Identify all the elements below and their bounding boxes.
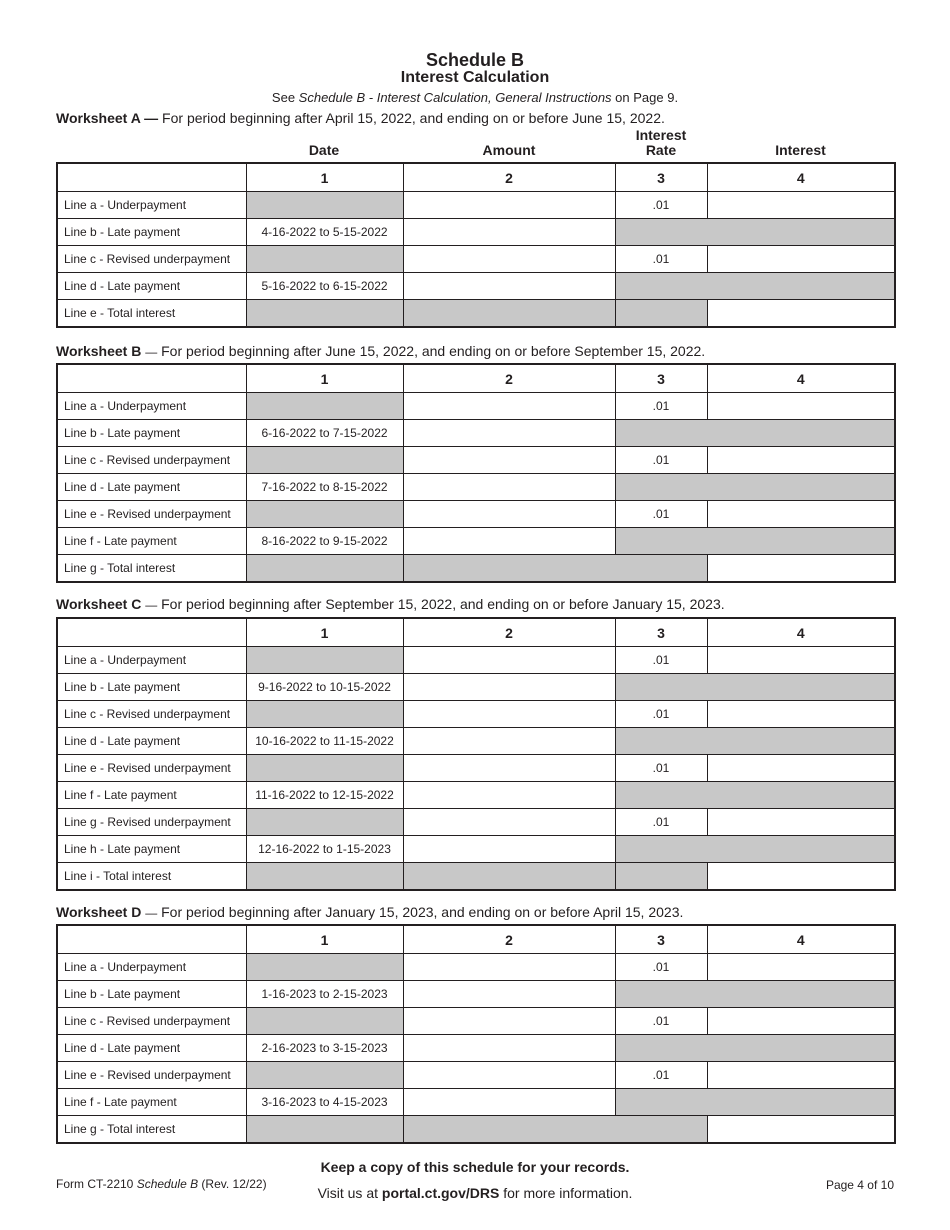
- table-row: [57, 501, 895, 528]
- column-number: 4: [707, 364, 895, 393]
- amount-field[interactable]: [403, 809, 615, 836]
- table-row: [57, 300, 895, 328]
- total-interest-field[interactable]: [707, 863, 895, 891]
- amount-cell-shaded: [403, 863, 615, 891]
- interest-rate: .01: [615, 447, 707, 474]
- line-label: Line a - Underpayment: [57, 647, 246, 674]
- date-cell-shaded: [246, 809, 403, 836]
- table-row: [57, 1062, 895, 1089]
- line-label: Line c - Revised underpayment: [57, 1008, 246, 1035]
- amount-field[interactable]: [403, 192, 615, 219]
- line-label: Line b - Late payment: [57, 981, 246, 1008]
- portal-link[interactable]: portal.ct.gov/DRS: [381, 1185, 500, 1201]
- date-cell-shaded: [246, 447, 403, 474]
- amount-rate-cell-shaded: [403, 555, 707, 583]
- table-row: [57, 246, 895, 273]
- rate-interest-cell-shaded: [615, 1089, 895, 1116]
- line-label: Line f - Late payment: [57, 528, 246, 555]
- line-label: Line h - Late payment: [57, 836, 246, 863]
- rate-interest-cell-shaded: [615, 981, 895, 1008]
- table-row: [57, 1008, 895, 1035]
- date-range: 8-16-2022 to 9-15-2022: [246, 528, 403, 555]
- date-cell-shaded: [246, 954, 403, 981]
- column-number: 3: [615, 618, 707, 647]
- amount-field[interactable]: [403, 701, 615, 728]
- date-cell-shaded: [246, 647, 403, 674]
- column-header-rate: Interest Rate: [635, 127, 687, 158]
- interest-field[interactable]: [707, 755, 895, 782]
- table-row: [57, 647, 895, 674]
- line-label: Line b - Late payment: [57, 674, 246, 701]
- column-number: 3: [615, 163, 707, 192]
- interest-field[interactable]: [707, 1008, 895, 1035]
- date-cell-shaded: [246, 863, 403, 891]
- date-cell-shaded: [246, 192, 403, 219]
- interest-field[interactable]: [707, 1062, 895, 1089]
- amount-field[interactable]: [403, 647, 615, 674]
- row-label-blank: [57, 364, 246, 393]
- table-row: [57, 836, 895, 863]
- date-range: 9-16-2022 to 10-15-2022: [246, 674, 403, 701]
- date-range: 4-16-2022 to 5-15-2022: [246, 219, 403, 246]
- date-cell-shaded: [246, 300, 403, 328]
- date-cell-shaded: [246, 501, 403, 528]
- total-interest-field[interactable]: [707, 300, 895, 328]
- table-row: [57, 954, 895, 981]
- date-cell-shaded: [246, 1062, 403, 1089]
- amount-field[interactable]: [403, 1089, 615, 1116]
- interest-field[interactable]: [707, 393, 895, 420]
- rate-interest-cell-shaded: [615, 273, 895, 300]
- interest-field[interactable]: [707, 246, 895, 273]
- column-number: 4: [707, 618, 895, 647]
- amount-field[interactable]: [403, 246, 615, 273]
- date-cell-shaded: [246, 1008, 403, 1035]
- column-number: 3: [615, 925, 707, 954]
- worksheet-c-table: [56, 617, 896, 891]
- interest-rate: .01: [615, 647, 707, 674]
- line-label: Line g - Total interest: [57, 1116, 246, 1144]
- column-header-amount: Amount: [482, 142, 536, 158]
- table-row: [57, 809, 895, 836]
- rate-interest-cell-shaded: [615, 782, 895, 809]
- line-label: Line d - Late payment: [57, 273, 246, 300]
- column-number: 3: [615, 364, 707, 393]
- date-range: 2-16-2023 to 3-15-2023: [246, 1035, 403, 1062]
- amount-field[interactable]: [403, 755, 615, 782]
- amount-field[interactable]: [403, 674, 615, 701]
- line-label: Line a - Underpayment: [57, 954, 246, 981]
- interest-rate: .01: [615, 246, 707, 273]
- table-row: [57, 219, 895, 246]
- amount-field[interactable]: [403, 219, 615, 246]
- date-range: 11-16-2022 to 12-15-2022: [246, 782, 403, 809]
- amount-field[interactable]: [403, 528, 615, 555]
- table-row: [57, 273, 895, 300]
- date-range: 7-16-2022 to 8-15-2022: [246, 474, 403, 501]
- column-number: 1: [246, 163, 403, 192]
- column-number: 1: [246, 618, 403, 647]
- table-row: [57, 474, 895, 501]
- rate-cell-shaded: [615, 863, 707, 891]
- row-label-blank: [57, 618, 246, 647]
- total-interest-field[interactable]: [707, 1116, 895, 1144]
- table-row: [57, 528, 895, 555]
- row-label-blank: [57, 163, 246, 192]
- date-cell-shaded: [246, 393, 403, 420]
- amount-field[interactable]: [403, 1062, 615, 1089]
- line-label: Line c - Revised underpayment: [57, 447, 246, 474]
- line-label: Line d - Late payment: [57, 1035, 246, 1062]
- total-interest-field[interactable]: [707, 555, 895, 583]
- rate-cell-shaded: [615, 300, 707, 328]
- rate-interest-cell-shaded: [615, 836, 895, 863]
- amount-field[interactable]: [403, 836, 615, 863]
- column-number: 4: [707, 925, 895, 954]
- date-cell-shaded: [246, 701, 403, 728]
- column-number: 2: [403, 925, 615, 954]
- schedule-subtitle: Interest Calculation: [400, 69, 550, 86]
- amount-field[interactable]: [403, 1008, 615, 1035]
- interest-rate: .01: [615, 701, 707, 728]
- line-label: Line e - Revised underpayment: [57, 501, 246, 528]
- date-cell-shaded: [246, 1116, 403, 1144]
- column-number: 2: [403, 163, 615, 192]
- line-label: Line e - Revised underpayment: [57, 755, 246, 782]
- interest-rate: .01: [615, 1062, 707, 1089]
- visit-notice: Visit us at portal.ct.gov/DRS for more information.: [317, 1185, 633, 1201]
- table-row: [57, 192, 895, 219]
- column-header-interest: Interest: [775, 142, 826, 158]
- interest-field[interactable]: [707, 954, 895, 981]
- line-label: Line b - Late payment: [57, 420, 246, 447]
- interest-field[interactable]: [707, 809, 895, 836]
- rate-interest-cell-shaded: [615, 420, 895, 447]
- rate-interest-cell-shaded: [615, 1035, 895, 1062]
- table-row: [57, 674, 895, 701]
- instructions-reference: See Schedule B - Interest Calculation, General Instructions on Page 9.: [271, 90, 679, 105]
- interest-rate: .01: [615, 809, 707, 836]
- table-row: [57, 1089, 895, 1116]
- line-label: Line b - Late payment: [57, 219, 246, 246]
- worksheet-c-heading: Worksheet C — For period beginning after September 15, 2022, and ending on or before January 15, 2023.: [56, 596, 725, 612]
- interest-field[interactable]: [707, 701, 895, 728]
- interest-rate: .01: [615, 501, 707, 528]
- worksheet-a-heading: Worksheet A — For period beginning after April 15, 2022, and ending on or before June 15, 2022.: [56, 110, 665, 126]
- interest-rate: .01: [615, 1008, 707, 1035]
- amount-field[interactable]: [403, 420, 615, 447]
- line-label: Line c - Revised underpayment: [57, 246, 246, 273]
- table-row: [57, 981, 895, 1008]
- amount-field[interactable]: [403, 1035, 615, 1062]
- column-number: 1: [246, 925, 403, 954]
- keep-copy-notice: Keep a copy of this schedule for your records.: [320, 1159, 630, 1175]
- date-cell-shaded: [246, 246, 403, 273]
- table-row: [57, 555, 895, 583]
- rate-interest-cell-shaded: [615, 674, 895, 701]
- line-label: Line g - Revised underpayment: [57, 809, 246, 836]
- table-row: [57, 782, 895, 809]
- column-number: 4: [707, 163, 895, 192]
- interest-field[interactable]: [707, 501, 895, 528]
- column-header-date: Date: [308, 142, 340, 158]
- line-label: Line f - Late payment: [57, 782, 246, 809]
- rate-interest-cell-shaded: [615, 728, 895, 755]
- table-row: [57, 420, 895, 447]
- line-label: Line e - Revised underpayment: [57, 1062, 246, 1089]
- interest-field[interactable]: [707, 647, 895, 674]
- amount-field[interactable]: [403, 474, 615, 501]
- amount-cell-shaded: [403, 300, 615, 328]
- line-label: Line a - Underpayment: [57, 393, 246, 420]
- page-number: Page 4 of 10: [825, 1178, 894, 1192]
- date-range: 3-16-2023 to 4-15-2023: [246, 1089, 403, 1116]
- amount-field[interactable]: [403, 447, 615, 474]
- line-label: Line d - Late payment: [57, 474, 246, 501]
- table-row: [57, 728, 895, 755]
- worksheet-b-table: [56, 363, 896, 583]
- worksheet-b-heading: Worksheet B — For period beginning after June 15, 2022, and ending on or before September 15, 2022.: [56, 343, 706, 359]
- amount-field[interactable]: [403, 273, 615, 300]
- table-row: [57, 1116, 895, 1144]
- line-label: Line c - Revised underpayment: [57, 701, 246, 728]
- date-range: 6-16-2022 to 7-15-2022: [246, 420, 403, 447]
- line-label: Line i - Total interest: [57, 863, 246, 891]
- rate-interest-cell-shaded: [615, 474, 895, 501]
- line-label: Line a - Underpayment: [57, 192, 246, 219]
- interest-rate: .01: [615, 192, 707, 219]
- amount-field[interactable]: [403, 954, 615, 981]
- worksheet-a-table: [56, 162, 896, 328]
- rate-interest-cell-shaded: [615, 528, 895, 555]
- table-row: [57, 755, 895, 782]
- amount-field[interactable]: [403, 501, 615, 528]
- column-number: 2: [403, 364, 615, 393]
- amount-field[interactable]: [403, 782, 615, 809]
- interest-rate: .01: [615, 755, 707, 782]
- date-range: 5-16-2022 to 6-15-2022: [246, 273, 403, 300]
- line-label: Line f - Late payment: [57, 1089, 246, 1116]
- date-range: 10-16-2022 to 11-15-2022: [246, 728, 403, 755]
- line-label: Line g - Total interest: [57, 555, 246, 583]
- rate-interest-cell-shaded: [615, 219, 895, 246]
- amount-field[interactable]: [403, 728, 615, 755]
- worksheet-d-heading: Worksheet D — For period beginning after January 15, 2023, and ending on or before April 15, 2023.: [56, 904, 684, 920]
- column-number: 1: [246, 364, 403, 393]
- date-cell-shaded: [246, 755, 403, 782]
- table-row: [57, 701, 895, 728]
- worksheet-d-table: [56, 924, 896, 1144]
- interest-field[interactable]: [707, 192, 895, 219]
- interest-field[interactable]: [707, 447, 895, 474]
- amount-field[interactable]: [403, 393, 615, 420]
- table-row: [57, 393, 895, 420]
- date-range: 12-16-2022 to 1-15-2023: [246, 836, 403, 863]
- form-id: Form CT-2210 Schedule B (Rev. 12/22): [56, 1177, 267, 1191]
- row-label-blank: [57, 925, 246, 954]
- line-label: Line d - Late payment: [57, 728, 246, 755]
- amount-field[interactable]: [403, 981, 615, 1008]
- interest-rate: .01: [615, 393, 707, 420]
- table-row: [57, 447, 895, 474]
- table-row: [57, 1035, 895, 1062]
- column-number: 2: [403, 618, 615, 647]
- schedule-title: Schedule B: [425, 50, 525, 70]
- line-label: Line e - Total interest: [57, 300, 246, 328]
- date-range: 1-16-2023 to 2-15-2023: [246, 981, 403, 1008]
- interest-rate: .01: [615, 954, 707, 981]
- date-cell-shaded: [246, 555, 403, 583]
- amount-rate-cell-shaded: [403, 1116, 707, 1144]
- table-row: [57, 863, 895, 891]
